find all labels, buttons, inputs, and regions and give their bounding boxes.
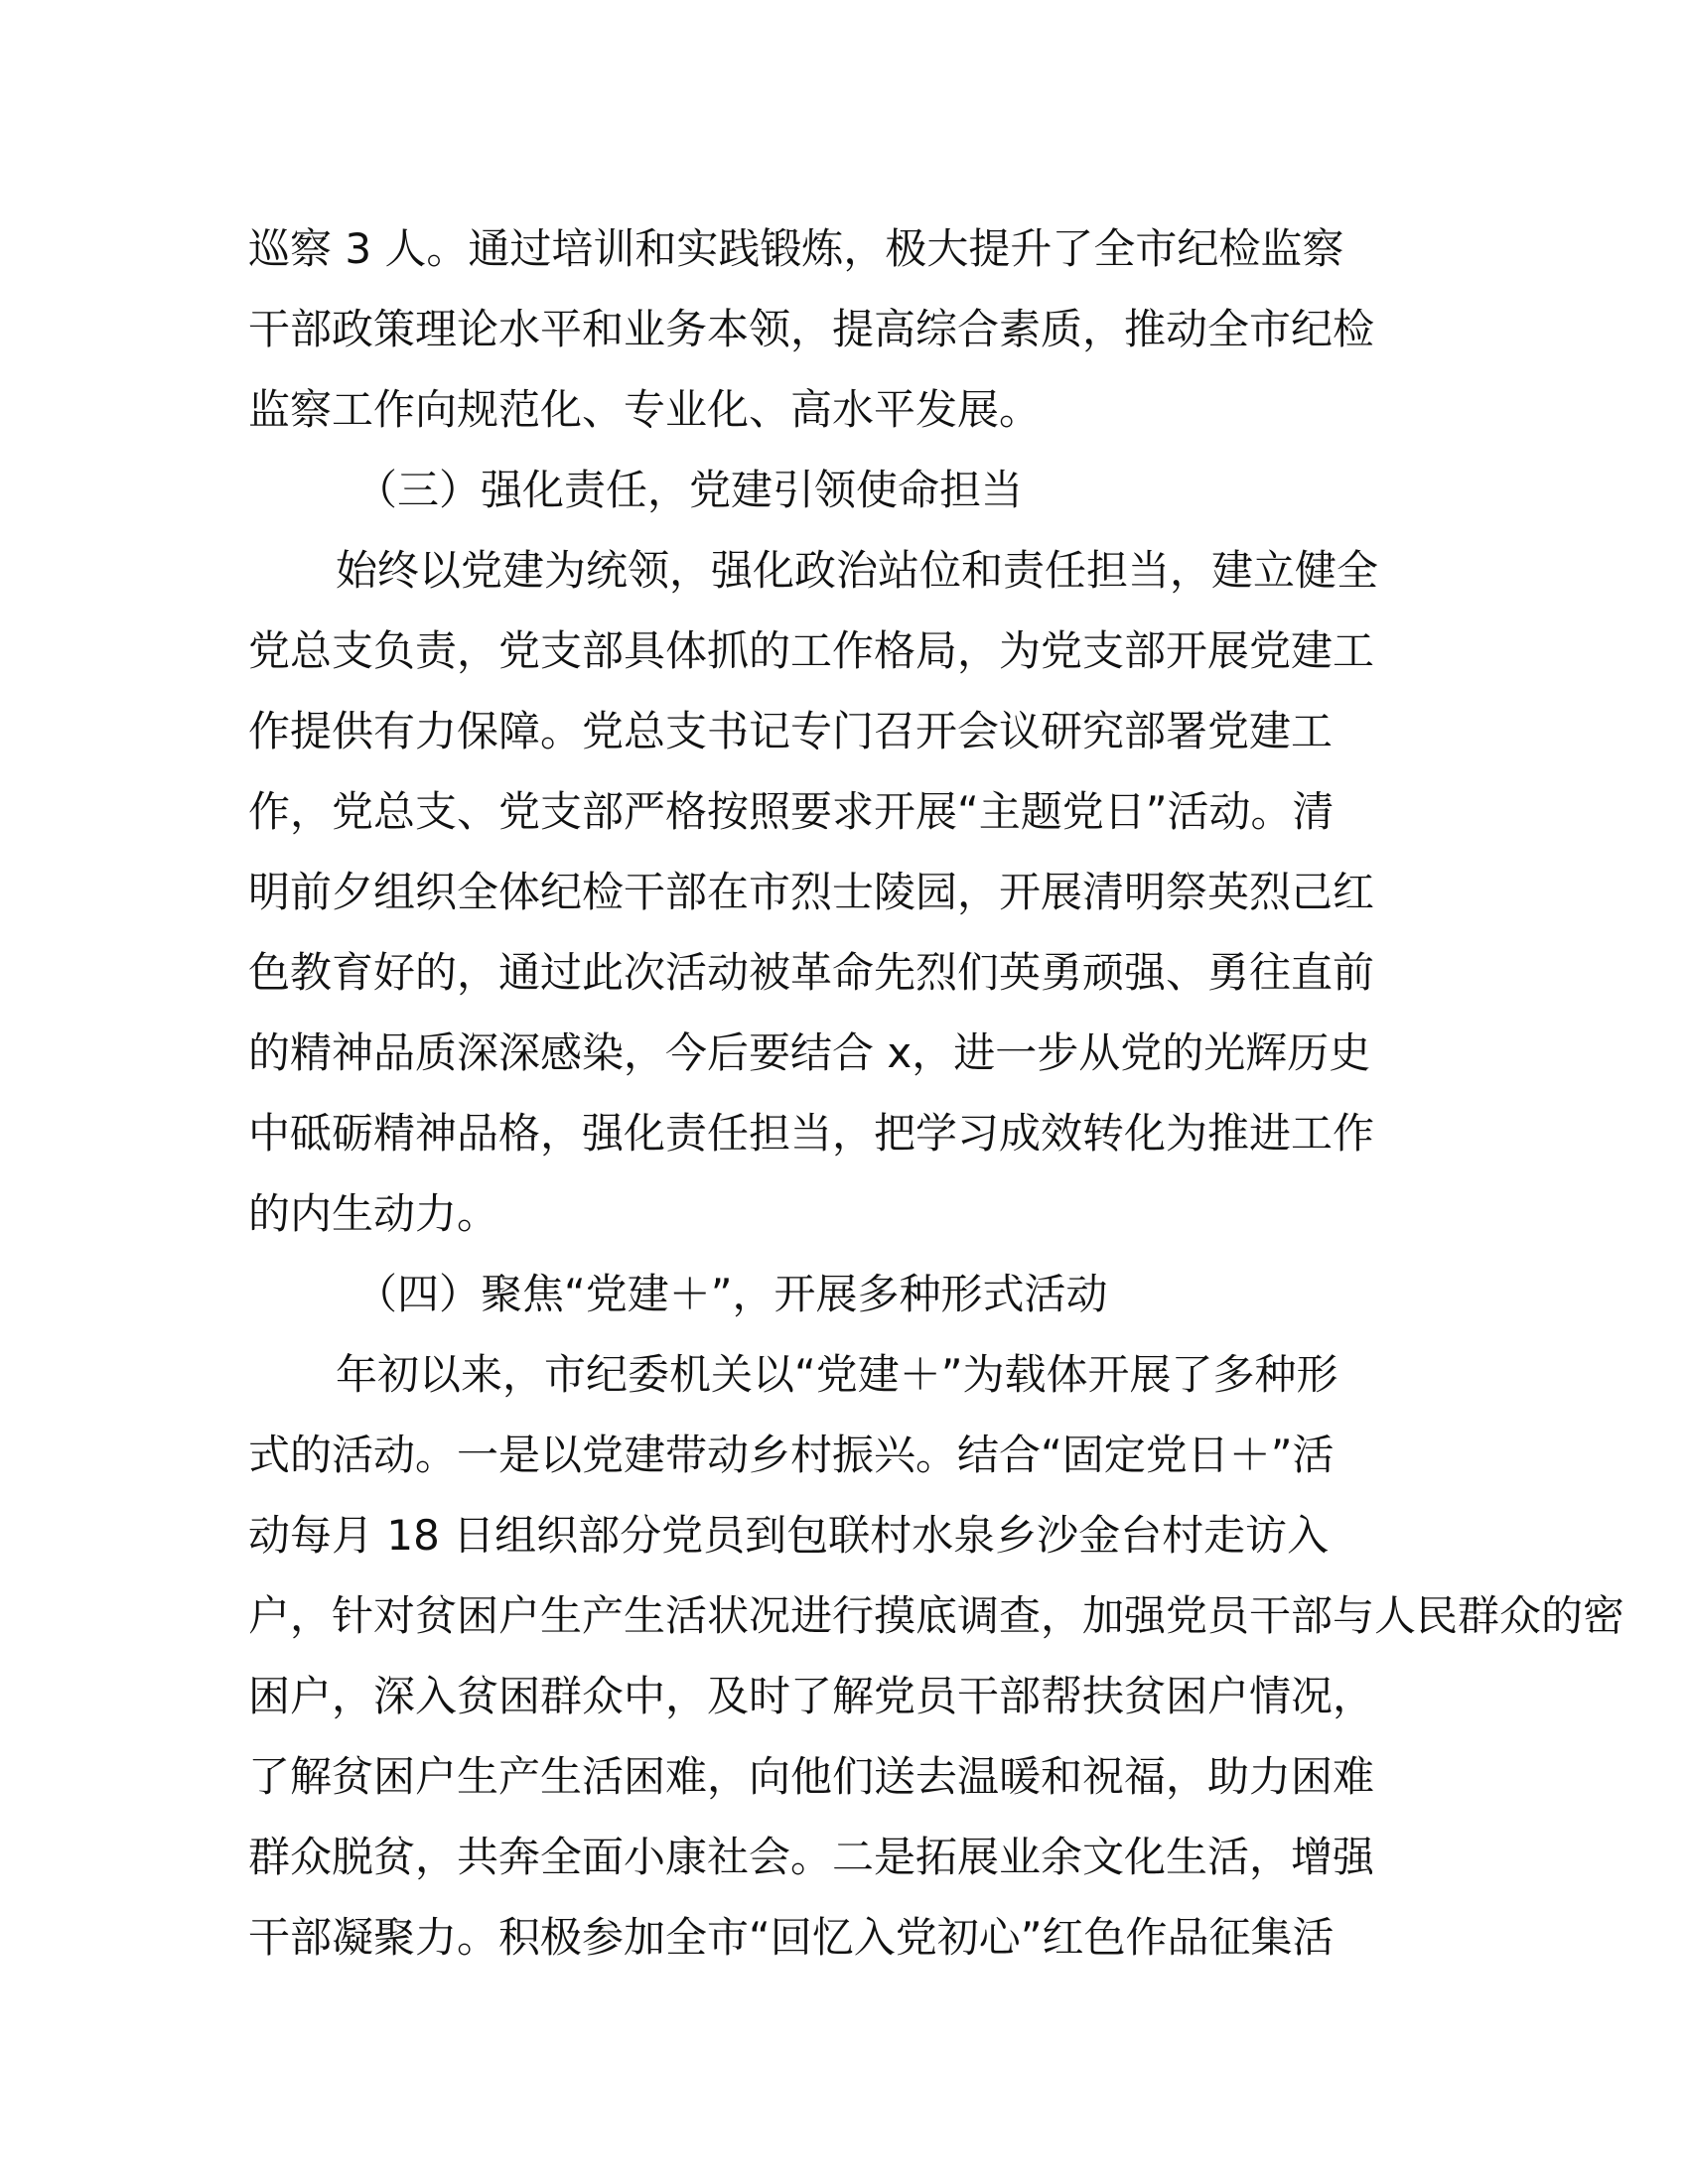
text-line: 干部政策理论水平和业务本领，提高综合素质，推动全市纪检: [248, 305, 1375, 353]
text-line: 式的活动。一是以党建带动乡村振兴。结合“固定党日＋”活: [248, 1431, 1335, 1479]
text-line: 的精神品质深深感染，今后要结合 x，进一步从党的光辉历史: [248, 1028, 1371, 1077]
section-heading: （三）强化责任，党建引领使命担当: [355, 466, 1024, 514]
text-line: 作提供有力保障。党总支书记专门召开会议研究部署党建工: [248, 707, 1334, 755]
text-line: 色教育好的，通过此次活动被革命先烈们英勇顽强、勇往直前: [248, 948, 1375, 997]
text-line: 户，针对贫困户生产生活状况进行摸底调查，加强党员干部与人民群众的密: [248, 1591, 1625, 1640]
document-body: [248, 208, 1688, 1978]
text-line: 巡察 3 人。通过培训和实践锻炼，极大提升了全市纪检监察: [248, 224, 1344, 273]
text-line: 监察工作向规范化、专业化、高水平发展。: [248, 385, 1042, 434]
text-line: 党总支负责，党支部具体抓的工作格局，为党支部开展党建工: [248, 626, 1375, 675]
text-line: 作，党总支、党支部严格按照要求开展“主题党日”活动。清: [248, 787, 1335, 836]
text-line: 了解贫困户生产生活困难，向他们送去温暖和祝福，助力困难: [248, 1752, 1375, 1801]
text-line: 动每月 18 日组织部分党员到包联村水泉乡沙金台村走访入: [248, 1511, 1330, 1560]
text-line: 干部凝聚力。积极参加全市“回忆入党初心”红色作品征集活: [248, 1913, 1335, 1962]
paragraph-first-line: 年初以来，市纪委机关以“党建＋”为载体开展了多种形: [336, 1350, 1338, 1399]
section-heading: （四）聚焦“党建＋”，开展多种形式活动: [355, 1270, 1108, 1318]
text-line: 明前夕组织全体纪检干部在市烈士陵园，开展清明祭英烈己红: [248, 868, 1375, 916]
text-line: 的内生动力。: [248, 1189, 499, 1238]
text-line: 群众脱贫，共奔全面小康社会。二是拓展业余文化生活，增强: [248, 1833, 1375, 1881]
paragraph-first-line: 始终以党建为统领，强化政治站位和责任担当，建立健全: [336, 546, 1379, 595]
text-line: 困户，深入贫困群众中，及时了解党员干部帮扶贫困户情况，: [248, 1672, 1375, 1720]
text-line: 中砥砺精神品格，强化责任担当，把学习成效转化为推进工作: [248, 1109, 1375, 1158]
